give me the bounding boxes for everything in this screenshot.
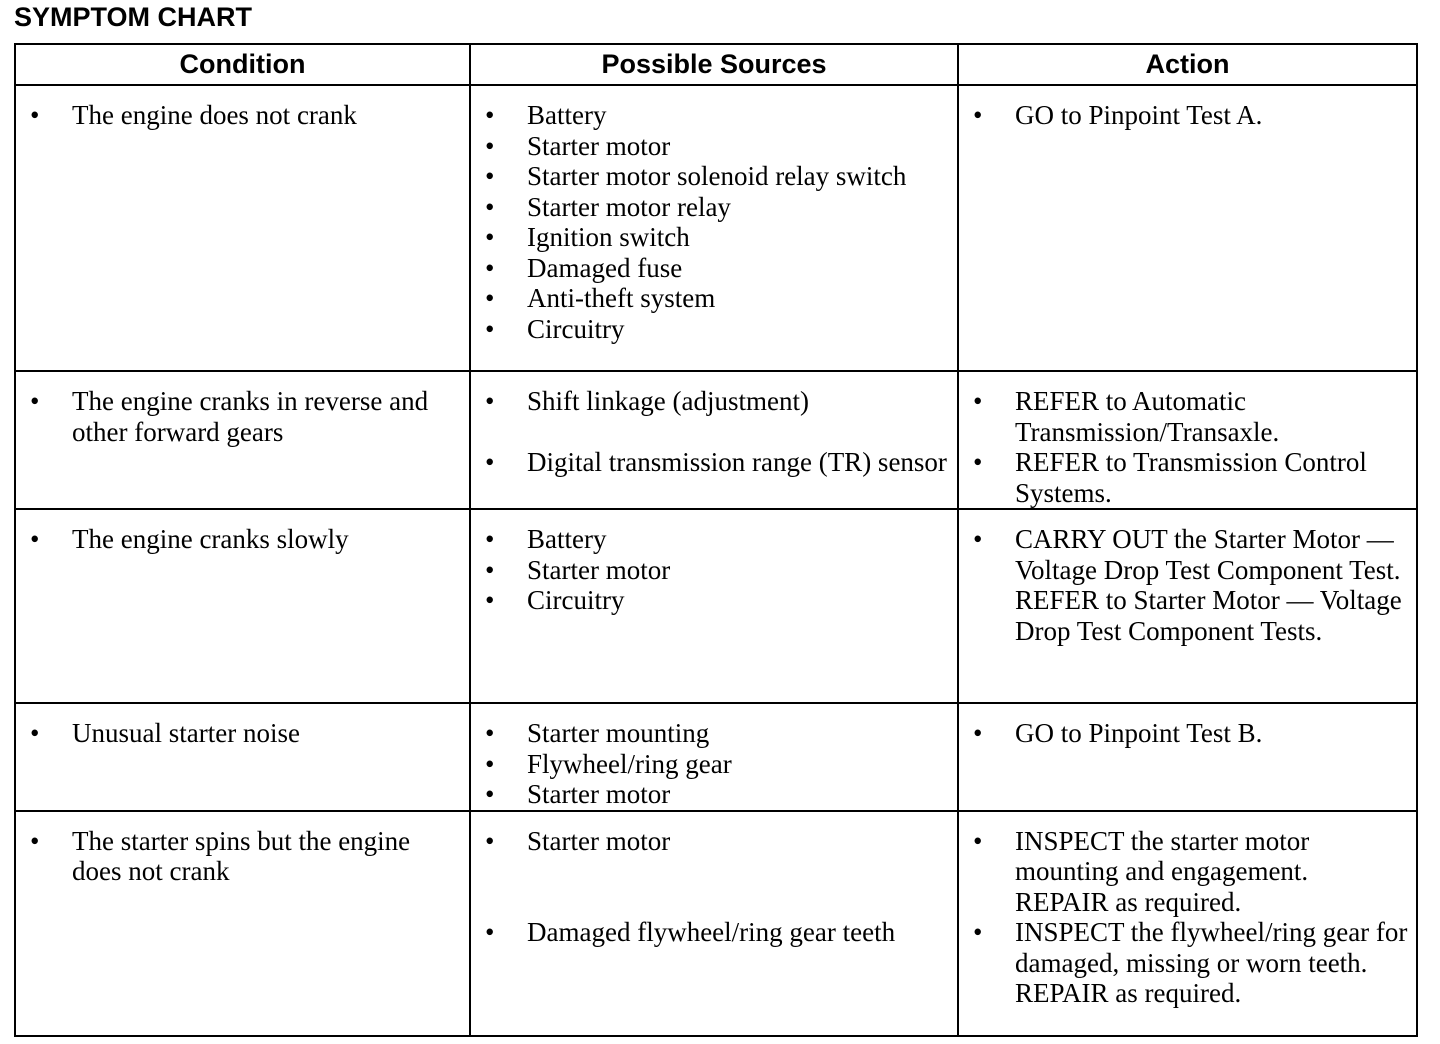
source-item: • Starter motor <box>471 779 957 810</box>
source-item: • Starter motor <box>471 826 957 857</box>
column-header-condition: Condition <box>15 44 470 85</box>
condition-item: • The engine does not crank <box>16 100 469 131</box>
condition-cell <box>15 811 470 1036</box>
table-row <box>15 509 1417 703</box>
source-item: • Circuitry <box>471 585 957 616</box>
action-item: • REFER to Automatic Transmission/Transaxle. <box>959 386 1416 447</box>
source-item: • Starter motor relay <box>471 192 957 223</box>
source-item: • Damaged fuse <box>471 253 957 284</box>
table-row <box>15 85 1417 371</box>
column-header-possible-sources: Possible Sources <box>470 44 958 85</box>
action-cell <box>958 811 1417 1036</box>
source-item: • Shift linkage (adjustment) <box>471 386 957 417</box>
source-item: • Battery <box>471 100 957 131</box>
condition-cell <box>15 703 470 811</box>
sources-cell <box>470 703 958 811</box>
action-item: • GO to Pinpoint Test B. <box>959 718 1416 749</box>
sources-cell <box>470 371 958 509</box>
sources-cell <box>470 85 958 371</box>
action-cell <box>958 703 1417 811</box>
condition-item: • The starter spins but the engine does not crank <box>16 826 469 887</box>
condition-item: • Unusual starter noise <box>16 718 469 749</box>
page-title: SYMPTOM CHART <box>14 2 253 32</box>
source-item: • Digital transmission range (TR) sensor <box>471 447 957 478</box>
condition-cell <box>15 85 470 371</box>
condition-cell <box>15 509 470 703</box>
action-item: • GO to Pinpoint Test A. <box>959 100 1416 131</box>
condition-cell <box>15 371 470 509</box>
column-header-action: Action <box>958 44 1417 85</box>
condition-item: • The engine cranks in reverse and other forward gears <box>16 386 469 447</box>
table-row <box>15 811 1417 1036</box>
sources-cell <box>470 509 958 703</box>
source-item: • Battery <box>471 524 957 555</box>
source-item: • Ignition switch <box>471 222 957 253</box>
action-cell <box>958 371 1417 509</box>
action-item: • REFER to Transmission Control Systems. <box>959 447 1416 508</box>
source-item: • Starter motor solenoid relay switch <box>471 161 957 192</box>
symptom-chart-table <box>14 43 1418 1037</box>
action-item: • INSPECT the starter motor mounting and engagement. REPAIR as required. <box>959 826 1416 918</box>
action-item: • CARRY OUT the Starter Motor — Voltage Drop Test Component Test. REFER to Starter Motor — Voltage Drop Test Component Tests. <box>959 524 1416 646</box>
action-item: • INSPECT the flywheel/ring gear for damaged, missing or worn teeth. REPAIR as required. <box>959 917 1416 1009</box>
source-item: • Damaged flywheel/ring gear teeth <box>471 917 957 948</box>
condition-item: • The engine cranks slowly <box>16 524 469 555</box>
source-item: • Starter motor <box>471 131 957 162</box>
source-item: • Anti-theft system <box>471 283 957 314</box>
table-row <box>15 703 1417 811</box>
action-cell <box>958 509 1417 703</box>
sources-cell <box>470 811 958 1036</box>
table-row <box>15 371 1417 509</box>
source-item: • Circuitry <box>471 314 957 345</box>
table-header-row <box>15 44 1417 85</box>
source-item: • Starter motor <box>471 555 957 586</box>
source-item: • Starter mounting <box>471 718 957 749</box>
source-item: • Flywheel/ring gear <box>471 749 957 780</box>
action-cell <box>958 85 1417 371</box>
